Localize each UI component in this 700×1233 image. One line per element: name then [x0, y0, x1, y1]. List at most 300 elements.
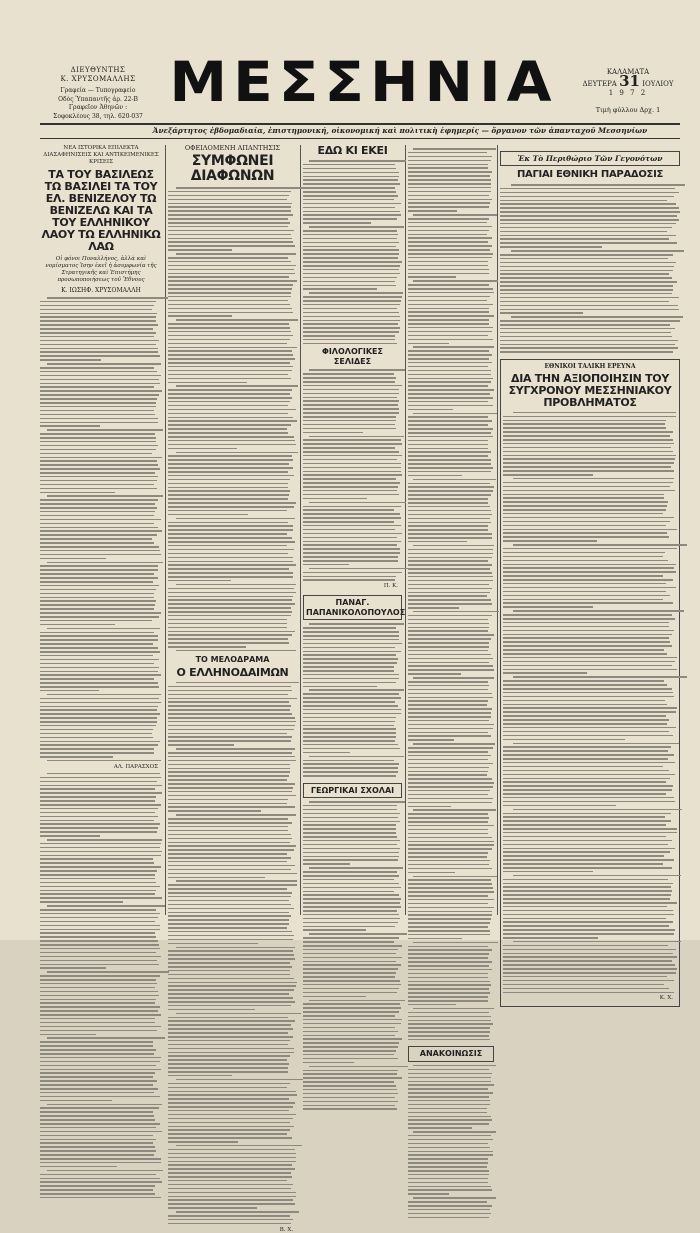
text-line: [40, 453, 152, 455]
text-line: [168, 603, 295, 605]
text-line: [168, 467, 293, 469]
text-line: [408, 895, 488, 897]
item-heading: ΓΕΩΡΓΙΚΑΙ ΣΧΟΛΑΙ: [303, 783, 402, 799]
text-line: [408, 308, 489, 310]
text-line: [47, 1170, 162, 1172]
text-line: [303, 1042, 399, 1044]
text-line: [303, 953, 396, 955]
text-line: [413, 743, 495, 745]
text-line: [40, 332, 156, 334]
text-line: [168, 444, 296, 446]
text-line: [40, 901, 123, 903]
text-line: [408, 560, 488, 562]
text-line: [40, 788, 155, 790]
text-line: [408, 486, 494, 488]
text-line: [40, 1131, 162, 1133]
text-line: [503, 486, 670, 488]
text-line: [40, 1123, 160, 1125]
text-line: [408, 237, 492, 239]
text-line: [168, 1063, 289, 1065]
text-line: [40, 301, 156, 303]
text-line: [168, 877, 265, 879]
text-line: [168, 580, 231, 582]
text-line: [408, 288, 493, 290]
text-line: [408, 833, 488, 835]
text-line: [408, 712, 491, 714]
text-line: [503, 820, 671, 822]
text-line: [168, 347, 297, 349]
text-line: [408, 1193, 449, 1195]
text-line: [500, 332, 671, 334]
text-line: [408, 992, 490, 994]
text-line: [168, 339, 290, 341]
text-line: [408, 1205, 492, 1207]
text-line: [408, 296, 490, 298]
text-line: [303, 662, 397, 664]
text-line: [309, 1066, 408, 1068]
article-column-2: [168, 144, 297, 1233]
text-line: [40, 542, 154, 544]
text-line: [40, 488, 157, 490]
text-line: [503, 567, 674, 569]
text-line: [503, 844, 668, 846]
text-line: [408, 564, 492, 566]
text-line: [408, 1174, 489, 1176]
text-line: [503, 439, 673, 441]
text-line: [40, 328, 153, 330]
text-line: [408, 1209, 490, 1211]
text-line: [503, 879, 668, 881]
text-line: [503, 770, 669, 772]
text-line: [303, 658, 398, 660]
text-line: [168, 257, 288, 259]
text-line: [168, 1184, 293, 1186]
text-line: [408, 720, 489, 722]
text-line: [168, 420, 297, 422]
text-line: [503, 832, 677, 834]
text-line: [303, 471, 401, 473]
text-line: [40, 956, 161, 958]
text-line: [168, 619, 287, 621]
text-line: [408, 782, 494, 784]
text-line: [503, 672, 587, 674]
text-line: [408, 335, 488, 337]
text-line: [40, 835, 100, 837]
article-body: [168, 682, 297, 1224]
text-line: [500, 328, 675, 330]
text-line: [176, 1013, 301, 1015]
text-line: [413, 346, 494, 348]
text-line: [47, 562, 163, 564]
text-line: [408, 304, 493, 306]
text-line: [408, 557, 492, 559]
text-line: [408, 899, 494, 901]
text-line: [408, 595, 487, 597]
text-line: [168, 592, 296, 594]
text-line: [408, 518, 490, 520]
text-line: [303, 670, 394, 672]
text-line: [47, 773, 160, 775]
text-line: [303, 961, 396, 963]
text-line: [500, 262, 676, 264]
text-line: [40, 1072, 155, 1074]
text-line: [168, 861, 287, 863]
text-line: [168, 393, 290, 395]
text-line: [303, 397, 397, 399]
text-line: [503, 968, 677, 970]
city: ΚΑΛΑΜΑΤΑ: [606, 68, 650, 76]
text-line: [408, 1123, 489, 1125]
text-line: [303, 1105, 395, 1107]
text-line: [408, 222, 487, 224]
text-line: [503, 801, 675, 803]
text-line: [168, 869, 291, 871]
text-line: [500, 238, 669, 240]
text-line: [168, 475, 294, 477]
text-line: [40, 940, 158, 942]
text-line: [503, 704, 667, 706]
text-line: [408, 451, 491, 453]
text-line: [503, 789, 672, 791]
text-line: [303, 736, 396, 738]
text-line: [303, 439, 401, 441]
text-line: [303, 242, 399, 244]
text-line: [500, 246, 602, 248]
article-signature: Π. Κ.: [383, 583, 398, 590]
text-line: [408, 393, 490, 395]
text-line: [503, 688, 672, 690]
text-line: [303, 1077, 402, 1079]
text-line: [176, 319, 299, 321]
text-line: [408, 926, 488, 928]
text-line: [503, 494, 664, 496]
text-line: [503, 840, 672, 842]
text-line: [408, 665, 493, 667]
text-line: [168, 950, 293, 952]
text-line: [408, 759, 488, 761]
text-line: [303, 393, 399, 395]
text-line: [168, 490, 290, 492]
text-line: [309, 369, 405, 371]
text-line: [168, 537, 292, 539]
text-line: [408, 1073, 492, 1075]
text-line: [168, 1020, 295, 1022]
text-line: [303, 894, 399, 896]
text-line: [168, 424, 291, 426]
text-line: [408, 907, 494, 909]
text-line: [168, 740, 291, 742]
text-line: [168, 904, 291, 906]
text-line: [503, 945, 668, 947]
text-line: [40, 523, 154, 525]
masthead-rule: [40, 123, 680, 125]
text-line: [168, 993, 289, 995]
text-line: [408, 627, 489, 629]
text-line: [303, 482, 400, 484]
text-line: [500, 231, 667, 233]
text-line: [168, 690, 292, 692]
text-line: [303, 1027, 395, 1029]
text-line: [168, 494, 289, 496]
text-line: [168, 284, 293, 286]
text-line: [40, 554, 161, 556]
text-line: [303, 875, 399, 877]
text-line: [168, 698, 297, 700]
text-line: [303, 922, 398, 924]
text-line: [503, 443, 674, 445]
text-line: [40, 449, 156, 451]
text-line: [40, 909, 156, 911]
text-line: [503, 451, 673, 453]
text-line: [408, 634, 494, 636]
text-line: [40, 1115, 154, 1117]
text-line: [168, 912, 289, 914]
text-line: [168, 596, 293, 598]
text-line: [303, 821, 400, 823]
text-line: [408, 273, 489, 275]
text-line: [168, 764, 290, 766]
text-line: [408, 693, 492, 695]
text-line: [408, 1108, 487, 1110]
text-line: [408, 160, 491, 162]
article-signature: ΑΛ. ΠΑΡΑΣΧΟΣ: [113, 763, 158, 770]
text-line: [408, 463, 491, 465]
text-line: [408, 199, 492, 201]
text-line: [168, 997, 293, 999]
text-line: [303, 914, 399, 916]
text-line: [40, 1193, 155, 1195]
text-line: [503, 727, 676, 729]
box-kicker: ΕΘΝΙΚΟΙ ΤΑΛΙΚΗ ΕΡΕΥΝΑ: [544, 362, 636, 370]
text-line: [168, 756, 295, 758]
text-line: [168, 1137, 292, 1139]
text-line: [303, 949, 398, 951]
text-line: [500, 324, 670, 326]
text-line: [303, 859, 398, 861]
text-line: [408, 409, 453, 411]
text-line: [40, 565, 158, 567]
text-line: [303, 494, 399, 496]
text-line: [408, 187, 491, 189]
text-line: [408, 265, 488, 267]
text-line: [309, 867, 403, 869]
text-line: [303, 654, 396, 656]
text-line: [168, 1036, 293, 1038]
text-line: [503, 630, 674, 632]
text-line: [303, 748, 400, 750]
text-line: [503, 505, 667, 507]
text-line: [513, 412, 676, 414]
text-line: [408, 984, 491, 986]
text-line: [303, 639, 399, 641]
text-line: [503, 575, 663, 577]
text-line: [40, 737, 153, 739]
text-line: [40, 917, 158, 919]
text-line: [168, 787, 293, 789]
text-line: [303, 918, 400, 920]
text-line: [40, 1018, 155, 1020]
text-line: [503, 816, 665, 818]
text-line: [413, 611, 499, 613]
text-line: [168, 900, 289, 902]
text-line: [40, 348, 158, 350]
text-line: [168, 358, 295, 360]
text-line: [168, 896, 291, 898]
text-line: [40, 1030, 157, 1032]
text-line: [503, 521, 670, 523]
text-line: [40, 398, 157, 400]
text-line: [40, 862, 154, 864]
text-line: [303, 537, 397, 539]
text-line: [500, 340, 678, 342]
text-line: [408, 1035, 489, 1037]
text-line: [168, 238, 292, 240]
text-line: [303, 506, 401, 508]
text-line: [303, 976, 395, 978]
text-line: [303, 412, 399, 414]
text-line: [408, 522, 491, 524]
text-line: [168, 222, 290, 224]
text-line: [503, 532, 667, 534]
athens-office-address: Σοφοκλέους 38, τηλ. 620-037: [53, 112, 143, 120]
text-line: [40, 674, 161, 676]
text-line: [168, 413, 288, 415]
text-line: [408, 156, 492, 158]
text-line: [40, 717, 157, 719]
text-line: [168, 1098, 289, 1100]
text-line: [168, 725, 295, 727]
text-line: [503, 933, 674, 935]
article-body: [40, 297, 162, 761]
text-line: [303, 926, 395, 928]
text-line: [303, 207, 395, 209]
text-line: [408, 230, 489, 232]
text-line: [303, 211, 400, 213]
text-line: [408, 226, 492, 228]
text-line: [408, 167, 488, 169]
text-line: [503, 692, 673, 694]
text-line: [303, 832, 396, 834]
text-line: [408, 397, 493, 399]
text-line: [408, 1004, 456, 1006]
text-line: [168, 736, 292, 738]
text-line: [503, 447, 671, 449]
text-line: [513, 478, 674, 480]
text-line: [500, 254, 673, 256]
text-line: [40, 1100, 112, 1102]
text-line: [40, 1002, 155, 1004]
text-line: [168, 1133, 287, 1135]
text-line: [40, 1010, 158, 1012]
text-line: [176, 682, 299, 684]
article-body: [303, 369, 402, 581]
text-line: [408, 922, 490, 924]
text-line: [503, 863, 663, 865]
text-line: [503, 906, 667, 908]
text-line: [40, 1162, 161, 1164]
text-line: [408, 257, 492, 259]
text-line: [503, 637, 669, 639]
text-line: [408, 529, 488, 531]
text-line: [168, 915, 291, 917]
text-line: [40, 558, 106, 560]
text-line: [168, 1059, 287, 1061]
text-line: [303, 957, 402, 959]
text-line: [168, 795, 296, 797]
text-line: [40, 804, 161, 806]
text-line: [408, 638, 491, 640]
text-line: [303, 1093, 398, 1095]
text-line: [168, 455, 292, 457]
text-line: [503, 626, 669, 628]
text-line: [40, 1026, 161, 1028]
text-line: [303, 277, 397, 279]
text-line: [168, 350, 292, 352]
text-line: [303, 432, 363, 434]
text-line: [40, 858, 153, 860]
text-line: [408, 961, 492, 963]
text-line: [500, 312, 583, 314]
text-line: [303, 844, 397, 846]
text-line: [408, 1170, 489, 1172]
text-line: [413, 1131, 496, 1133]
text-line: [503, 960, 672, 962]
text-line: [408, 903, 488, 905]
text-line: [40, 418, 158, 420]
text-line: [40, 1178, 160, 1180]
text-line: [503, 859, 674, 861]
text-line: [40, 425, 100, 427]
text-line: [40, 367, 154, 369]
text-line: [303, 898, 401, 900]
text-line: [408, 576, 493, 578]
text-line: [303, 544, 397, 546]
text-line: [40, 383, 160, 385]
text-line: [40, 386, 154, 388]
text-line: [303, 968, 398, 970]
text-line: [40, 781, 157, 783]
text-line: [176, 650, 296, 652]
text-line: [303, 1089, 397, 1091]
article-column-1: [40, 145, 162, 925]
text-line: [168, 1094, 297, 1096]
text-line: [503, 828, 677, 830]
text-line: [503, 894, 671, 896]
text-line: [408, 1135, 491, 1137]
text-line: [500, 200, 667, 202]
text-line: [408, 514, 492, 516]
text-line: [168, 1118, 293, 1120]
text-line: [503, 423, 665, 425]
text-line: [168, 799, 288, 801]
text-line: [503, 988, 669, 990]
text-line: [303, 203, 401, 205]
text-line: [168, 646, 246, 648]
text-line: [503, 622, 669, 624]
text-line: [40, 527, 158, 529]
text-line: [408, 459, 491, 461]
text-line: [303, 509, 394, 511]
text-line: [503, 750, 668, 752]
text-line: [47, 760, 161, 762]
text-line: [40, 1166, 117, 1168]
text-line: [513, 875, 681, 877]
text-line: [408, 825, 494, 827]
text-line: [408, 405, 493, 407]
text-line: [408, 957, 488, 959]
text-line: [503, 902, 677, 904]
text-line: [408, 599, 491, 601]
